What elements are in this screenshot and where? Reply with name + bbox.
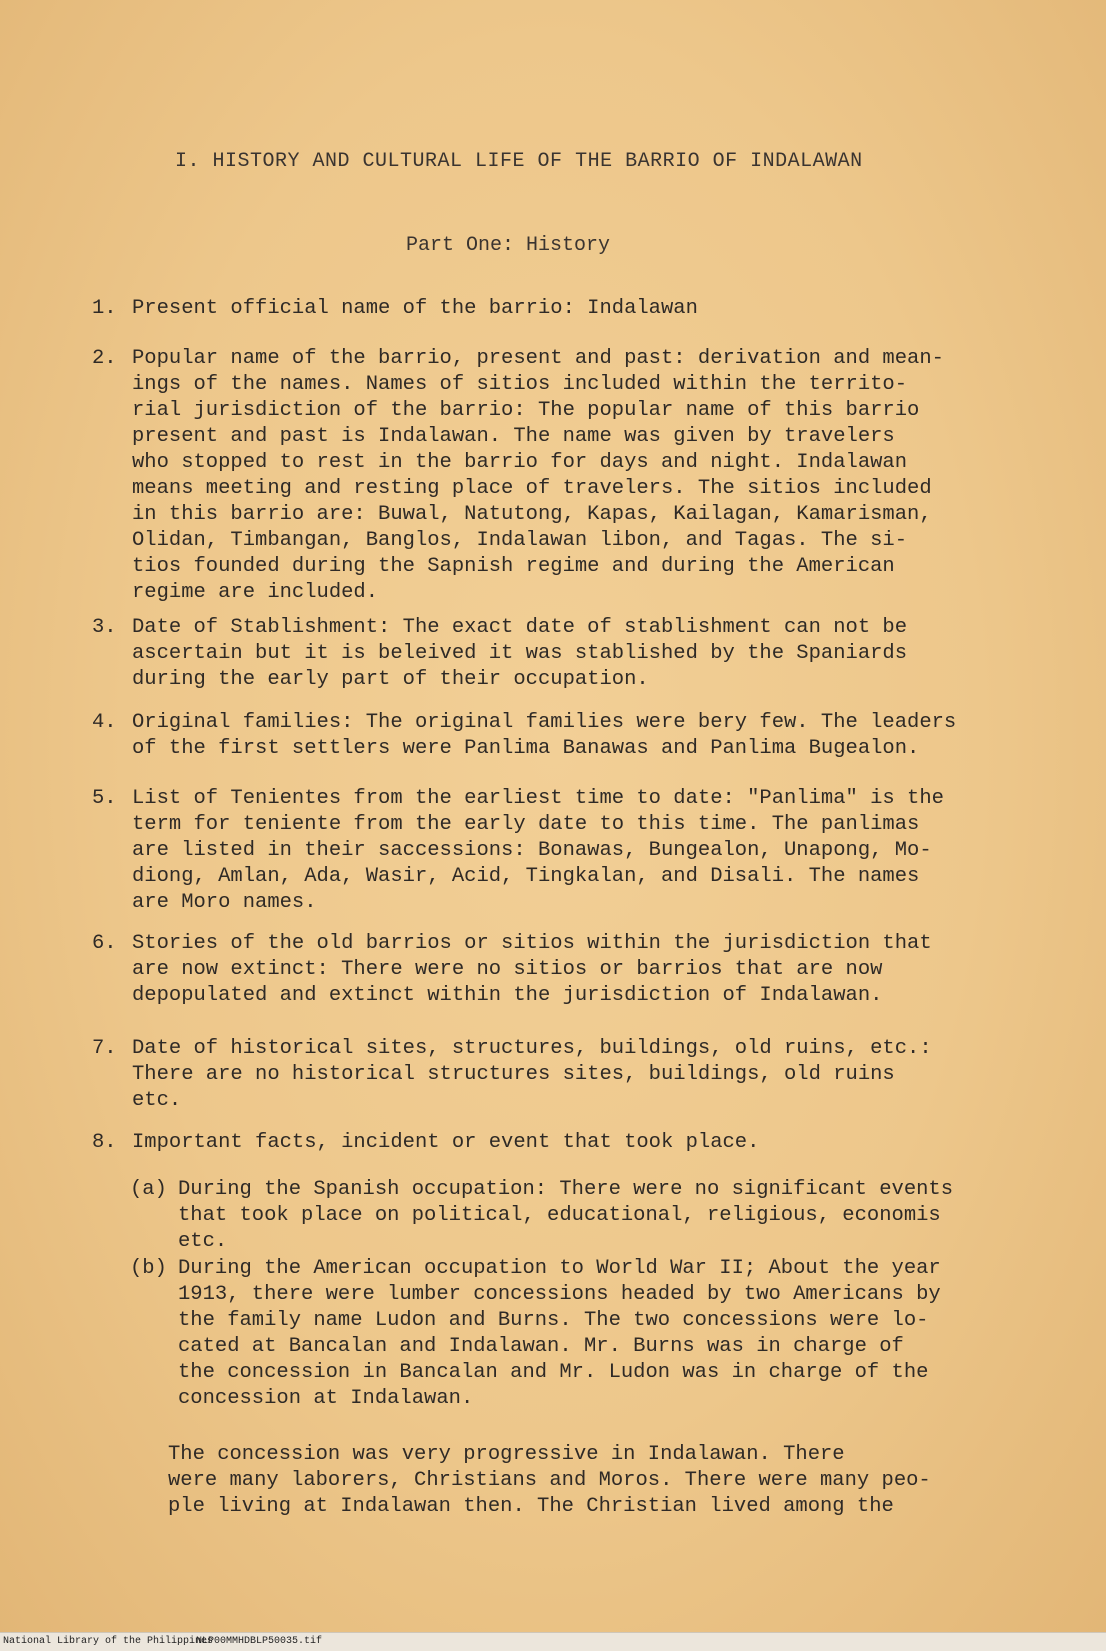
item-number: 2. xyxy=(92,347,117,370)
item-number: 3. xyxy=(92,616,117,639)
document-title: I. HISTORY AND CULTURAL LIFE OF THE BARRIO OF INDALAWAN xyxy=(175,150,863,173)
list-item xyxy=(92,931,1017,1009)
item-text: Stories of the old barrios or sitios within the jurisdiction that are now extinct: There were no sitios or barrios that are now depopulated and extinct within the jurisdiction of Indalawan. xyxy=(132,932,932,1007)
sub-item-letter: (a) xyxy=(130,1178,167,1201)
closing-paragraph: The concession was very progressive in Indalawan. There were many laborers, Christians and Moros. There were many peo- ple living at Indalawan then. The Christian lived among the xyxy=(168,1443,931,1518)
item-text: Original families: The original families were bery few. The leaders of the first settlers were Panlima Banawas and Panlima Bugealon. xyxy=(132,711,957,760)
item-number: 1. xyxy=(92,297,117,320)
item-text: Important facts, incident or event that took place. xyxy=(132,1131,760,1154)
item-number: 4. xyxy=(92,711,117,734)
item-number: 8. xyxy=(92,1131,117,1154)
list-item xyxy=(92,786,1017,916)
list-item xyxy=(92,346,1017,606)
item-text: Popular name of the barrio, present and past: derivation and mean- ings of the names. Names of sitios included within the territo- rial jurisdiction of the barrio: The popular name of this barrio present and past is Indalawan. The name was given by travelers who stopped to rest in the barrio for days and night. Indalawan means meeting and resting place of travelers. The sitios included in this barrio are: Buwal, Natutong, Kapas, Kailagan, Kamarisman, Olidan, Timbangan, Banglos, Indalawan libon, and Tagas. The si- tios founded during the Sapnish regime and during the American regime are included. xyxy=(132,347,944,604)
list-item xyxy=(92,710,1017,762)
sub-item-letter: (b) xyxy=(130,1257,167,1280)
item-text: Present official name of the barrio: Indalawan xyxy=(132,297,698,320)
item-text: List of Tenientes from the earliest time to date: "Panlima" is the term for teniente from the early date to this time. The panlimas are listed in their saccessions: Bonawas, Bungealon, Unapong, Mo- diong, Amlan, Ada, Wasir, Acid, Tingkalan, and Disali. The names are Moro names. xyxy=(132,787,944,914)
footer-file-id: NLP00MMHDBLP50035.tif xyxy=(196,1636,323,1647)
footer-source: National Library of the Philippines xyxy=(3,1636,214,1647)
item-text: Date of historical sites, structures, buildings, old ruins, etc.: There are no historical structures sites, buildings, old ruins etc. xyxy=(132,1037,932,1112)
list-item xyxy=(92,296,1017,322)
item-number: 7. xyxy=(92,1037,117,1060)
list-item xyxy=(92,1036,1017,1114)
sub-item-text: During the Spanish occupation: There were no significant events that took place on political, educational, religious, economis etc. xyxy=(178,1178,954,1253)
item-number: 5. xyxy=(92,787,117,810)
part-heading: Part One: History xyxy=(406,234,611,257)
list-item xyxy=(92,615,1017,693)
sub-item xyxy=(130,1256,1010,1412)
sub-item-text: During the American occupation to World War II; About the year 1913, there were lumber concessions headed by two Americans by the family name Ludon and Burns. The two concessions were lo- cated at Bancalan and Indalawan. Mr. Burns was in charge of the concession in Bancalan and Mr. Ludon was in charge of the concession at Indalawan. xyxy=(178,1257,941,1410)
list-item xyxy=(92,1130,1017,1156)
item-text: Date of Stablishment: The exact date of stablishment can not be ascertain but it is beleived it was stablished by the Spaniards during the early part of their occupation. xyxy=(132,616,908,691)
sub-item xyxy=(130,1177,1010,1255)
scan-footer xyxy=(0,1632,1106,1651)
item-number: 6. xyxy=(92,932,117,955)
